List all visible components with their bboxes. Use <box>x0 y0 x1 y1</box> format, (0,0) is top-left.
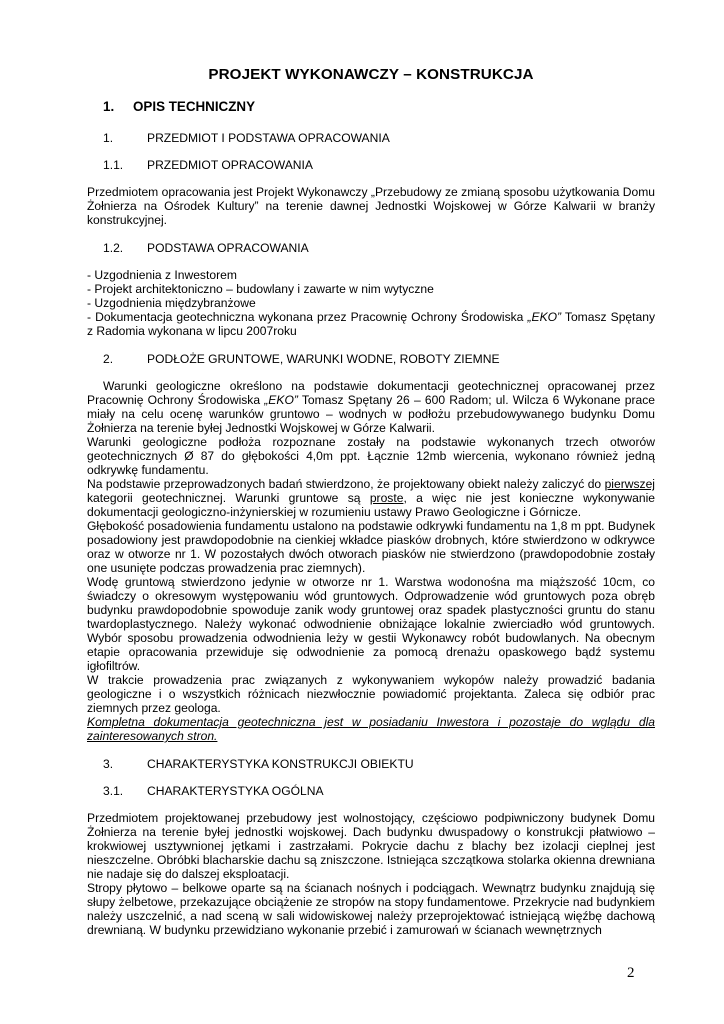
paragraph: Głębokość posadowienia fundamentu ustalono na podstawie odkrywki fundamentu na 1,8 m ppt. Budynek posadowiony jest prawdopodobnie na cienkiej wkładce piasków drobnych, które stwierdzono w odkrywce oraz w otworze nr 1. W pozostałych dwóch otworach piasków nie stwierdzono (prawdopodobnie zostały one usunięte podczas prowadzenia prac ziemnych). <box>87 519 655 575</box>
section-charakterystyka-body <box>87 811 655 937</box>
section-heading-opis <box>103 99 655 114</box>
paragraph-text: Tomasz Spętany 26 – 600 Radom; ul. Wilcza 6 Wykonane prace miały na celu ocenę warunków gruntowo – wodnych w podłożu przebudowywanego budynku Domu Żołnierza na terenie byłej Jednostki Wojskowej w Górze Kalwarii. <box>87 393 655 435</box>
company-name: „EKO” <box>527 310 562 324</box>
heading-przedmiot-i-podstawa <box>103 131 655 145</box>
heading-label: CHARAKTERYSTYKA OGÓLNA <box>147 784 324 798</box>
paragraph-przedmiot: Przedmiotem opracowania jest Projekt Wykonawczy „Przebudowy ze zmianą sposobu użytkowania Domu Żołnierza na Ośrodek Kultury” na terenie dawnej Jednostki Wojskowej w Górze Kalwarii w branży konstrukcyjnej. <box>87 185 655 227</box>
underlined-term: pierwszej <box>604 477 655 491</box>
paragraph: Warunki geologiczne podłoża rozpoznane zostały na podstawie wykonanych trzech otworów geotechnicznych Ø 87 do głębokości 4,0m ppt. Łącznie 12mb wiercenia, wykonano również jedną odkrywkę fundamentu. <box>87 435 655 477</box>
heading-number: 3. <box>103 757 114 771</box>
paragraph-note: Kompletna dokumentacja geotechniczna jest w posiadaniu Inwestora i pozostaje do wglądu dla zainteresowanych stron. <box>87 715 655 743</box>
list-item <box>87 310 655 338</box>
heading-label: PODŁOŻE GRUNTOWE, WARUNKI WODNE, ROBOTY ZIEMNE <box>147 352 500 366</box>
heading-number: 1.2. <box>103 241 124 255</box>
paragraph <box>87 477 655 519</box>
paragraph-text: Warunki geologiczne określono na podstawie dokumentacji geotechnicznej opracowanej przez Pracownię Ochrony Środowiska <box>87 379 655 407</box>
paragraph <box>87 379 655 435</box>
heading-label: CHARAKTERYSTYKA KONSTRUKCJI OBIEKTU <box>147 757 414 771</box>
list-item: - Uzgodnienia międzybranżowe <box>87 296 256 310</box>
document-page <box>87 66 655 937</box>
paragraph-text: Na podstawie przeprowadzonych badań stwierdzono, że projektowany obiekt należy zaliczyć do <box>87 477 605 491</box>
basis-list <box>87 268 655 338</box>
document-title: PROJEKT WYKONAWCZY – KONSTRUKCJA <box>208 66 534 83</box>
heading-label: PRZEDMIOT OPRACOWANIA <box>147 158 313 172</box>
heading-number: 1.1. <box>103 158 124 172</box>
heading-podstawa-opracowania <box>103 241 655 255</box>
underlined-term: proste <box>369 491 404 505</box>
paragraph: Przedmiotem projektowanej przebudowy jest wolnostojący, częściowo podpiwniczony budynek Domu Żołnierza na terenie byłej jednostki wojskowej. Dach budynku dwuspadowy o konstrukcji płatwiowo – krokwiowej usztywnionej jętkami i zastrzałami. Pokrycie dachu z blachy bez izolacji cieplnej jest nieszczelne. Obróbki blacharskie dachu są zniszczone. Istniejąca szczątkowa stolarka okienna drewniana nie nadaje się do dalszej eksploatacji. <box>87 811 655 881</box>
section-label: OPIS TECHNICZNY <box>133 99 256 114</box>
company-name: „EKO” <box>264 393 298 407</box>
paragraph: Stropy płytowo – belkowe oparte są na ścianach nośnych i podciągach. Wewnątrz budynku znajdują się słupy żelbetowe, przekazujące obciążenie ze stropów na stopy fundamentowe. Przekrycie nad budynkiem należy uszczelnić, a nad sceną w sali widowiskowej należy przeprojektować istniejącą więźbę dachową drewnianą. W budynku przewidziano wykonanie przebić i zamurowań w ścianach wewnętrznych <box>87 881 655 937</box>
heading-number: 2. <box>103 352 114 366</box>
list-item: - Uzgodnienia z Inwestorem <box>87 268 237 282</box>
paragraph-text: kategorii geotechnicznej. Warunki gruntowe są <box>87 491 370 505</box>
list-item-text: - Dokumentacja geotechniczna wykonana przez Pracownię Ochrony Środowiska <box>87 310 528 324</box>
paragraph: W trakcie prowadzenia prac związanych z wykonywaniem wykopów należy prowadzić badania geologiczne i o wszystkich różnicach niezwłocznie powiadomić projektanta. Zaleca się odbiór prac ziemnych przez geologa. <box>87 673 655 715</box>
section-number: 1. <box>103 99 115 114</box>
heading-number: 1. <box>103 131 114 145</box>
list-item-text: Tomasz Spętany z Radomia wykonana w lipcu 2007roku <box>87 310 656 338</box>
heading-podloze <box>103 352 655 366</box>
paragraph: Wodę gruntową stwierdzono jedynie w otworze nr 1. Warstwa wodonośna ma miąższość 10cm, co świadczy o okresowym występowaniu wód gruntowych. Odprowadzenie wód gruntowych poza obręb budynku prawdopodobnie spowoduje zanik wody gruntowej oraz spadek plastyczności gruntu do stanu twardoplastycznego. Należy wykonać odwodnienie obniżające lokalnie zwierciadło wód gruntowych. Wybór sposobu prowadzenia odwodnienia leży w gestii Wykonawcy robót budowlanych. Na obecnym etapie opracowania przewiduje się odwodnienie za pomocą drenażu opaskowego bądź systemu igłofiltrów. <box>87 575 655 673</box>
heading-charakterystyka-ogolna <box>103 784 655 798</box>
list-item: - Projekt architektoniczno – budowlany i zawarte w nim wytyczne <box>87 282 434 296</box>
section-podloze-body <box>87 379 655 743</box>
heading-charakterystyka-konstrukcji <box>103 757 655 771</box>
heading-label: PODSTAWA OPRACOWANIA <box>147 241 309 255</box>
heading-number: 3.1. <box>103 784 124 798</box>
page-number: 2 <box>627 965 635 981</box>
heading-przedmiot-opracowania <box>103 158 655 172</box>
heading-label: PRZEDMIOT I PODSTAWA OPRACOWANIA <box>147 131 390 145</box>
paragraph-text: , a więc nie jest konieczne wykonywanie dokumentacji geologiczno-inżynierskiej w rozumieniu ustawy Prawo Geologiczne i Górnicze. <box>87 491 656 519</box>
